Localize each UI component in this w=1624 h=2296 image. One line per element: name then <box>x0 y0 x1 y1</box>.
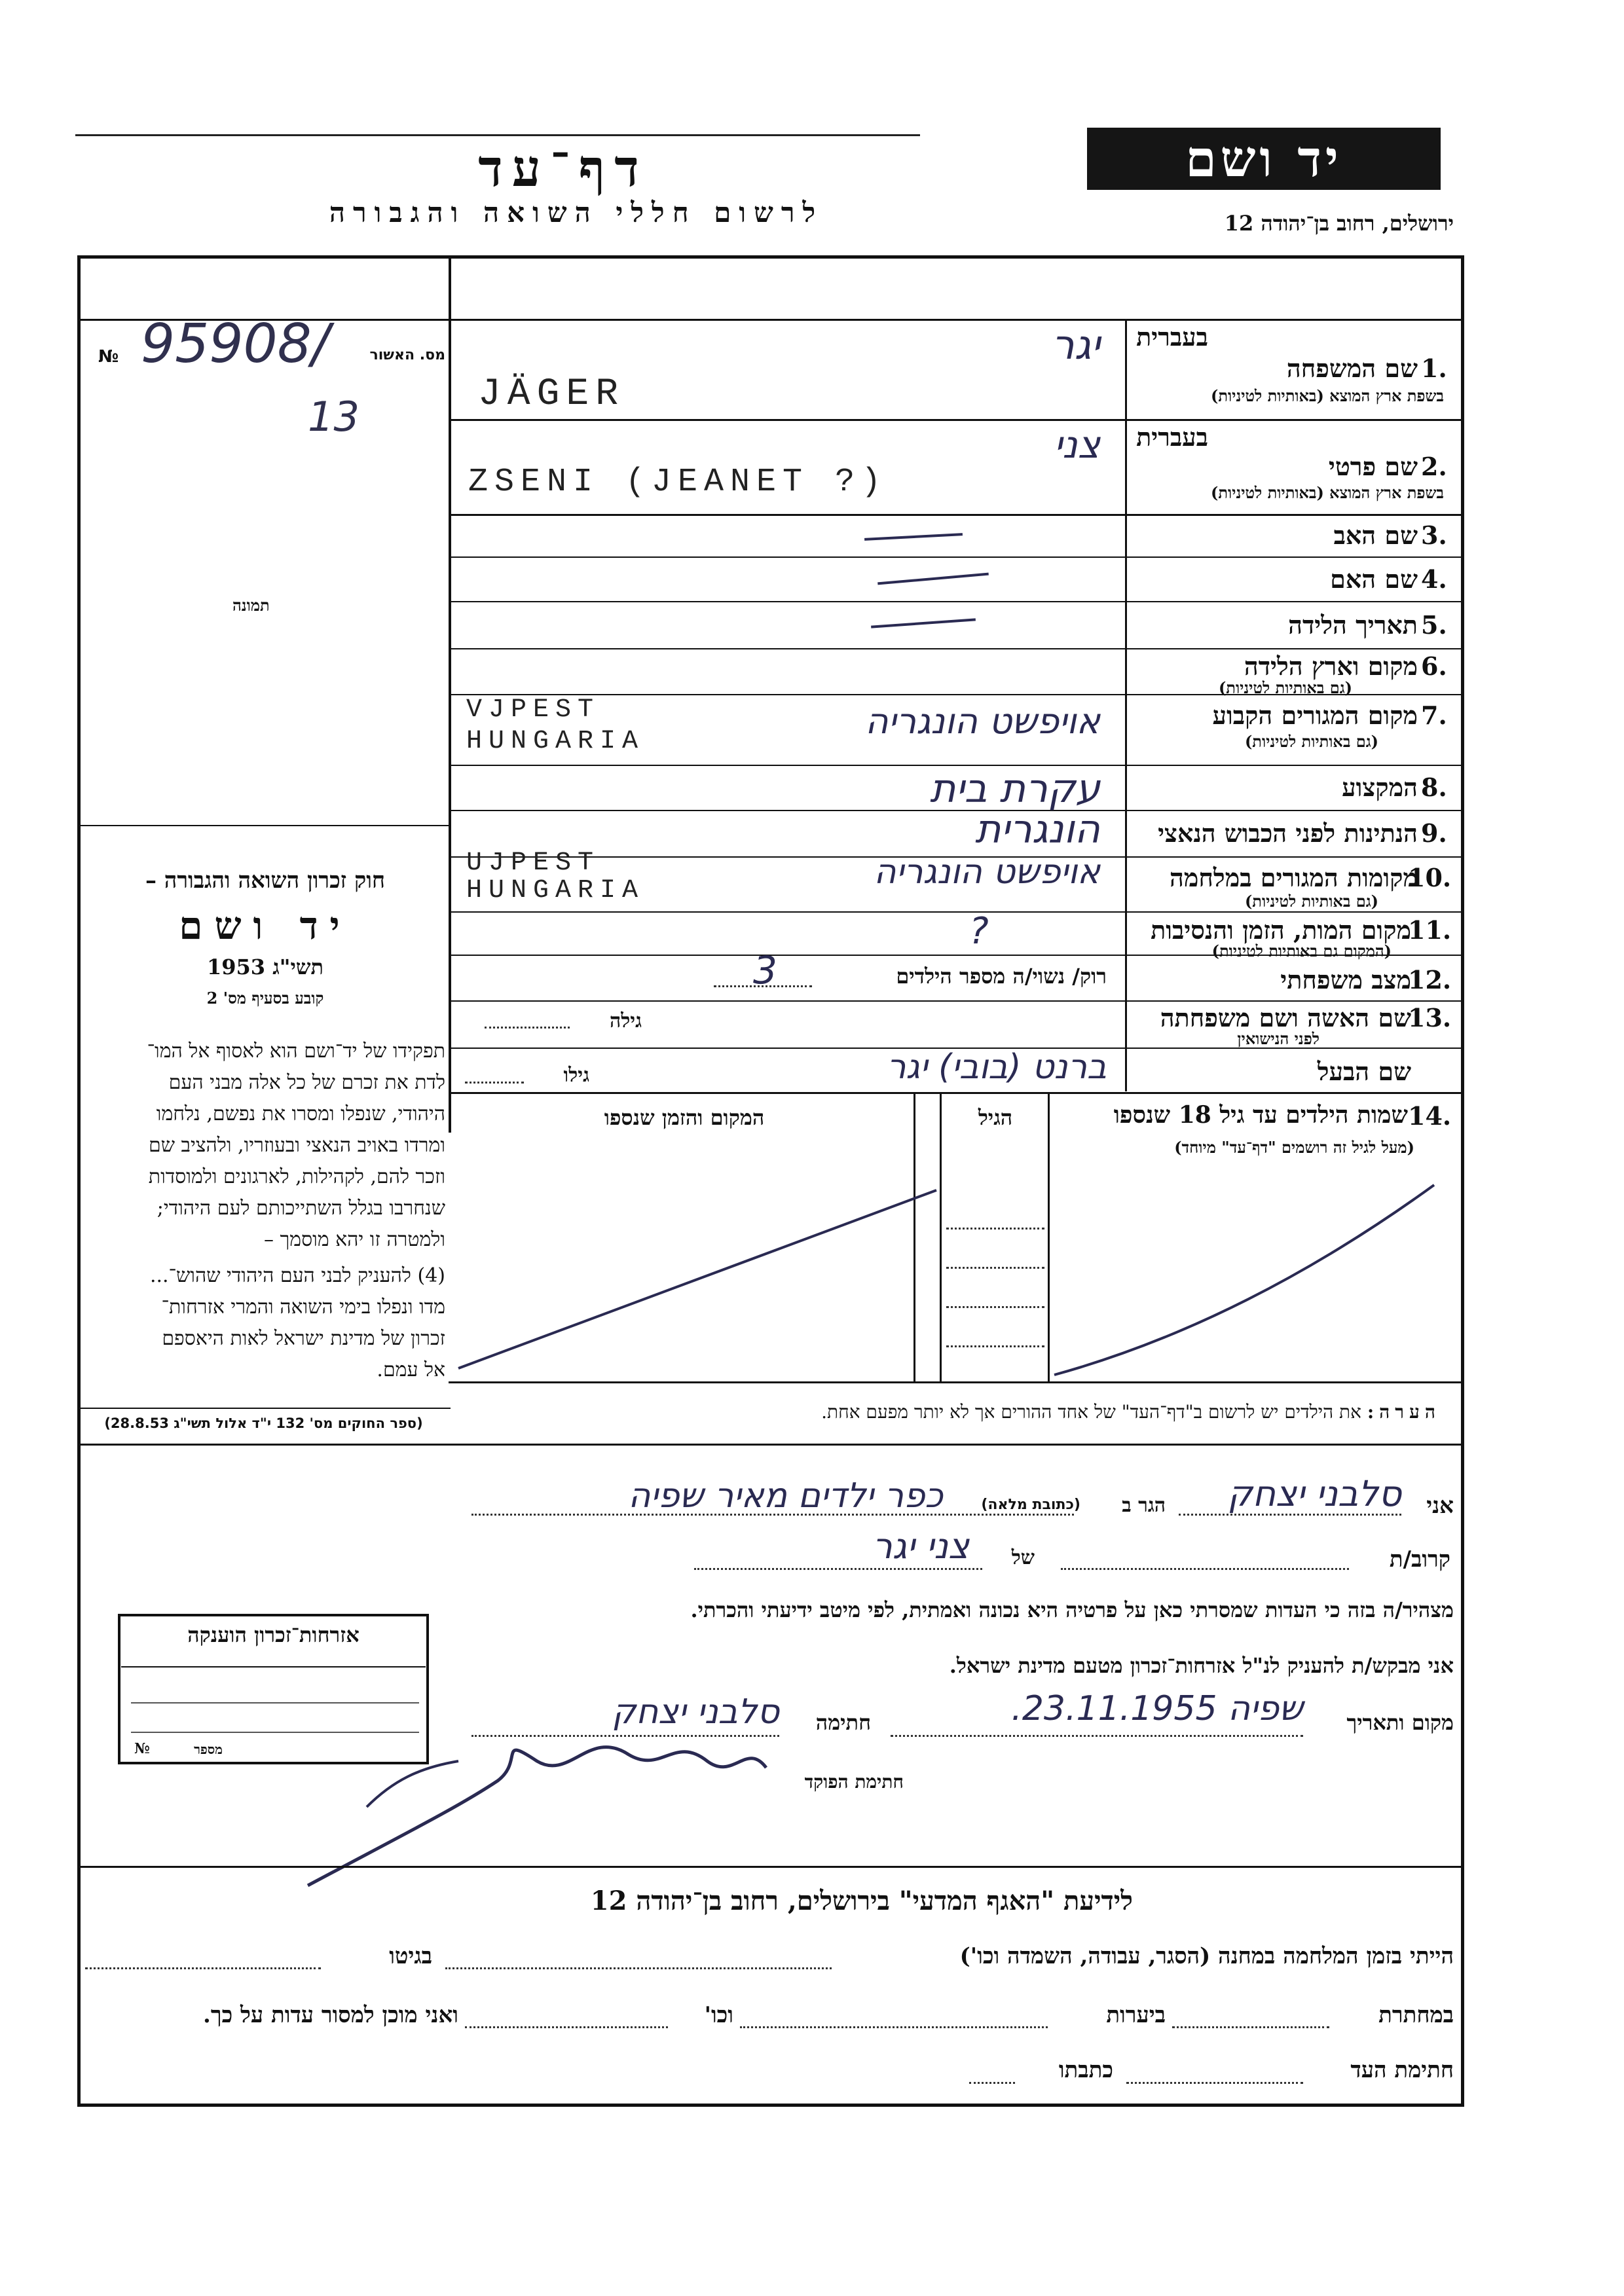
field-11-value: ? <box>969 910 989 953</box>
note-label: הערה: <box>1367 1401 1441 1423</box>
decl-relative-label: קרוב/ת <box>1389 1546 1450 1573</box>
field-7-num: 7. <box>1421 701 1447 730</box>
decl-official-label: חתימת הפוקד <box>804 1771 904 1793</box>
decl-place-date-label: מקום ותאריך <box>1346 1710 1454 1735</box>
photo-label: תמונה <box>232 596 270 615</box>
law-p1-line: שנחרבו בגלל השתייכותם לעם היהודי; <box>157 1197 445 1220</box>
husband-age-label: גילו <box>563 1064 589 1087</box>
header-address: ירושלים, רחוב בן־יהודה 12 <box>1224 211 1454 236</box>
field-8-num: 8. <box>1421 773 1447 802</box>
field-2-label: שם פרטי <box>1328 452 1418 481</box>
decl-address-value: כפר ילדים מאיר שפיה <box>628 1476 943 1516</box>
hebrew-label-1: בעברית <box>1136 322 1208 352</box>
law-p2-line: מדו ונפלו בימי השואה והמרי אזרחות־ <box>161 1296 445 1319</box>
archive-number: 95908/ <box>141 313 330 375</box>
law-p2-line: אל עמם. <box>377 1358 445 1381</box>
footer-line2-c: וכו' <box>704 2002 733 2028</box>
field-12-children: 3 <box>753 948 777 993</box>
law-heading: חוק זכרון השואה והגבורה – <box>145 867 386 894</box>
husband-label: שם הבעל <box>1317 1057 1411 1086</box>
field-5-label: תאריך הלידה <box>1288 610 1418 640</box>
field-13-sub: לפני הנישואין <box>1237 1029 1320 1048</box>
form-title: דף־עד <box>478 139 648 198</box>
field-11-num: 11. <box>1408 915 1452 945</box>
decl-i-label: אני <box>1426 1493 1454 1519</box>
field-13-age-label: גילה <box>609 1010 642 1032</box>
husband-value: ברנט (בובי) יגר <box>887 1048 1107 1087</box>
field-3-label: שם האב <box>1333 520 1418 550</box>
footer-line3-b: כתבתו <box>1058 2057 1113 2083</box>
field-7-hebrew-value: אויפשט הונגריה <box>865 701 1100 742</box>
law-reference: (ספר החוקים מס' 132 י"ד אלול תשי"ג 28.8.53) <box>104 1415 423 1431</box>
decl-sign-value: סלבני יצחק <box>612 1692 779 1732</box>
field-14-label: שמות הילדים עד גיל 18 שנספו <box>1113 1101 1408 1129</box>
law-name: יד ושם <box>179 903 352 948</box>
archive-number-symbol: № <box>98 347 119 367</box>
decl-lives-label: הגר ב <box>1122 1494 1166 1517</box>
field-8-label: המקצוע <box>1342 773 1418 802</box>
field-10-hebrew-value: אויפשט הונגריה <box>874 852 1100 892</box>
footer-line2-a: במחתרת <box>1378 2002 1454 2028</box>
footer-title: לידיעת "האגף המדעי" בירושלים, רחוב בן־יהודה 12 <box>590 1886 1133 1916</box>
archive-number-label: מס. האשור <box>369 347 445 363</box>
field-11-label: מקום המות, הזמן והנסיבות <box>1151 915 1411 945</box>
field-2-latin-value: ZSENI (JEANET ?) <box>468 464 888 501</box>
field-10-label: מקומות המגורים במלחמה <box>1170 863 1418 892</box>
field-7-label: מקום המגורים הקבוע <box>1212 701 1418 730</box>
law-p1-line: וזכר להם, לקהילות, לארגונים ולמוסדות <box>148 1165 445 1188</box>
field-1-label: שם המשפחה <box>1286 354 1418 383</box>
field-9-num: 9. <box>1421 818 1447 848</box>
citizenship-box-num-symbol: № <box>134 1740 150 1757</box>
decl-of-label: של <box>1011 1546 1035 1569</box>
field-11-sub: (המקום גם באותיות לטיניות) <box>1211 941 1392 960</box>
field-1-latin-value: JÄGER <box>478 373 625 416</box>
law-p1-line: ומרדו באויב הנאצי ובעוזריו, ולהציב שם <box>149 1134 445 1157</box>
law-p1-line: תפקידו של יד־ושם הוא לאסוף אל המו־ <box>147 1040 445 1063</box>
field-10-sub: (גם באותיות לטיניות) <box>1244 892 1378 911</box>
decl-sign-label: חתימה <box>815 1710 871 1735</box>
field-14-sub: (מעל לגיל זה רושמים "דף־עד" מיוחד) <box>1174 1138 1414 1157</box>
field-7-sub: (גם באותיות לטיניות) <box>1244 732 1378 751</box>
note-body: את הילדים יש לרשום ב"דף־העד" של אחד ההורים אך לא יותר מפעם אחת. <box>821 1401 1361 1423</box>
decl-statement-2: אני מבקש/ת להעניק לנ"ל אזרחות־זכרון מטעם מדינת ישראל. <box>949 1653 1454 1678</box>
field-3-num: 3. <box>1421 520 1447 550</box>
field-13-num: 13. <box>1408 1003 1452 1032</box>
yad-vashem-logo: יד ושם <box>1087 128 1441 190</box>
field-10-latin-line2: HUNGARIA <box>466 876 645 905</box>
footer-line1-b: בגיטו <box>389 1943 432 1969</box>
citizenship-box-num-label: מספר <box>194 1741 223 1757</box>
law-clause: קובע בסעיף מס' 2 <box>206 989 324 1008</box>
field-10-latin-line1: UJPEST <box>466 848 600 878</box>
field-6-sub: (גם באותיות לטיניות) <box>1218 678 1352 697</box>
law-p2-line: זכרון של מדינת ישראל לאות היאספם <box>162 1327 445 1350</box>
field-1-hebrew-value: יגר <box>1051 321 1100 369</box>
archive-sub-number: 13 <box>308 393 360 441</box>
decl-i-name: סלבני יצחק <box>1227 1473 1401 1514</box>
field-14-place-col: המקום והזמן שנספו <box>604 1105 765 1130</box>
field-1-num: 1. <box>1421 354 1447 383</box>
hebrew-label-2: בעברית <box>1136 422 1208 452</box>
law-p1-line: ולמטרה זו יהא מוסמך – <box>264 1228 445 1251</box>
field-7-latin-line1: VJPEST <box>466 695 600 725</box>
footer-line1-a: הייתי בזמן המלחמה במחנה (הסגר, עבודה, השמדה וכו') <box>959 1943 1454 1969</box>
field-9-label: הנתינות לפני הכבוש הנאצי <box>1158 818 1418 848</box>
footer-line2-b: ביערות <box>1106 2002 1166 2028</box>
field-2-sub: בשפת ארץ המוצא (באותיות לטיניות) <box>1211 483 1444 502</box>
field-14-age-col: הגיל <box>978 1105 1013 1130</box>
field-1-sub: בשפת ארץ המוצא (באותיות לטיניות) <box>1211 386 1444 405</box>
citizenship-box-title: אזרחות־זכרון הוענקה <box>187 1622 360 1647</box>
footer-line2-d: ואני מוכן למסור עדות על כך. <box>203 2002 458 2028</box>
field-12-status: רוק/ נשוי/ה מספר הילדים <box>896 964 1107 989</box>
law-year: תשי"ג 1953 <box>207 955 323 979</box>
field-12-label: מצב משפחתי <box>1280 965 1411 994</box>
form-subtitle: לרשום חללי השואה והגבורה <box>329 196 824 228</box>
field-2-num: 2. <box>1421 452 1447 481</box>
field-4-num: 4. <box>1421 564 1447 594</box>
decl-place-date-value: שפיה 23.11.1955. <box>1011 1689 1303 1728</box>
field-5-num: 5. <box>1421 610 1447 640</box>
field-7-latin-line2: HUNGARIA <box>466 727 645 756</box>
footer-line3-a: חתימת העד <box>1350 2057 1454 2083</box>
decl-of-value: צני יגר <box>872 1525 969 1567</box>
field-4-label: שם האם <box>1330 564 1418 594</box>
field-9-value: הונגרית <box>974 807 1100 852</box>
field-14-num: 14. <box>1408 1101 1452 1131</box>
field-8-value: עקרת בית <box>929 766 1100 812</box>
decl-address-hint: (כתובת מלאה) <box>981 1497 1080 1513</box>
law-p1-line: היהודי, שנפלו ומסרו את נפשם, נלחמו <box>156 1102 445 1125</box>
law-p1-line: לדת את זכרם של כל אלה מבני העם <box>168 1071 445 1094</box>
field-10-num: 10. <box>1408 863 1452 892</box>
field-13-label: שם האשה ושם משפחתה <box>1160 1003 1411 1032</box>
field-12-num: 12. <box>1408 965 1452 994</box>
law-p2-line: (4) להעניק לבני העם היהודי שהוש־... <box>149 1264 445 1287</box>
field-6-label: מקום וארץ הלידה <box>1244 651 1418 681</box>
decl-statement-1: מצהיר/ה בזה כי העדות שמסרתי כאן על פרטיה היא נכונה ואמתית, לפי מיטב ידיעתי והכרתי. <box>690 1597 1454 1622</box>
field-2-hebrew-value: צני <box>1054 422 1100 467</box>
field-6-num: 6. <box>1421 651 1447 681</box>
